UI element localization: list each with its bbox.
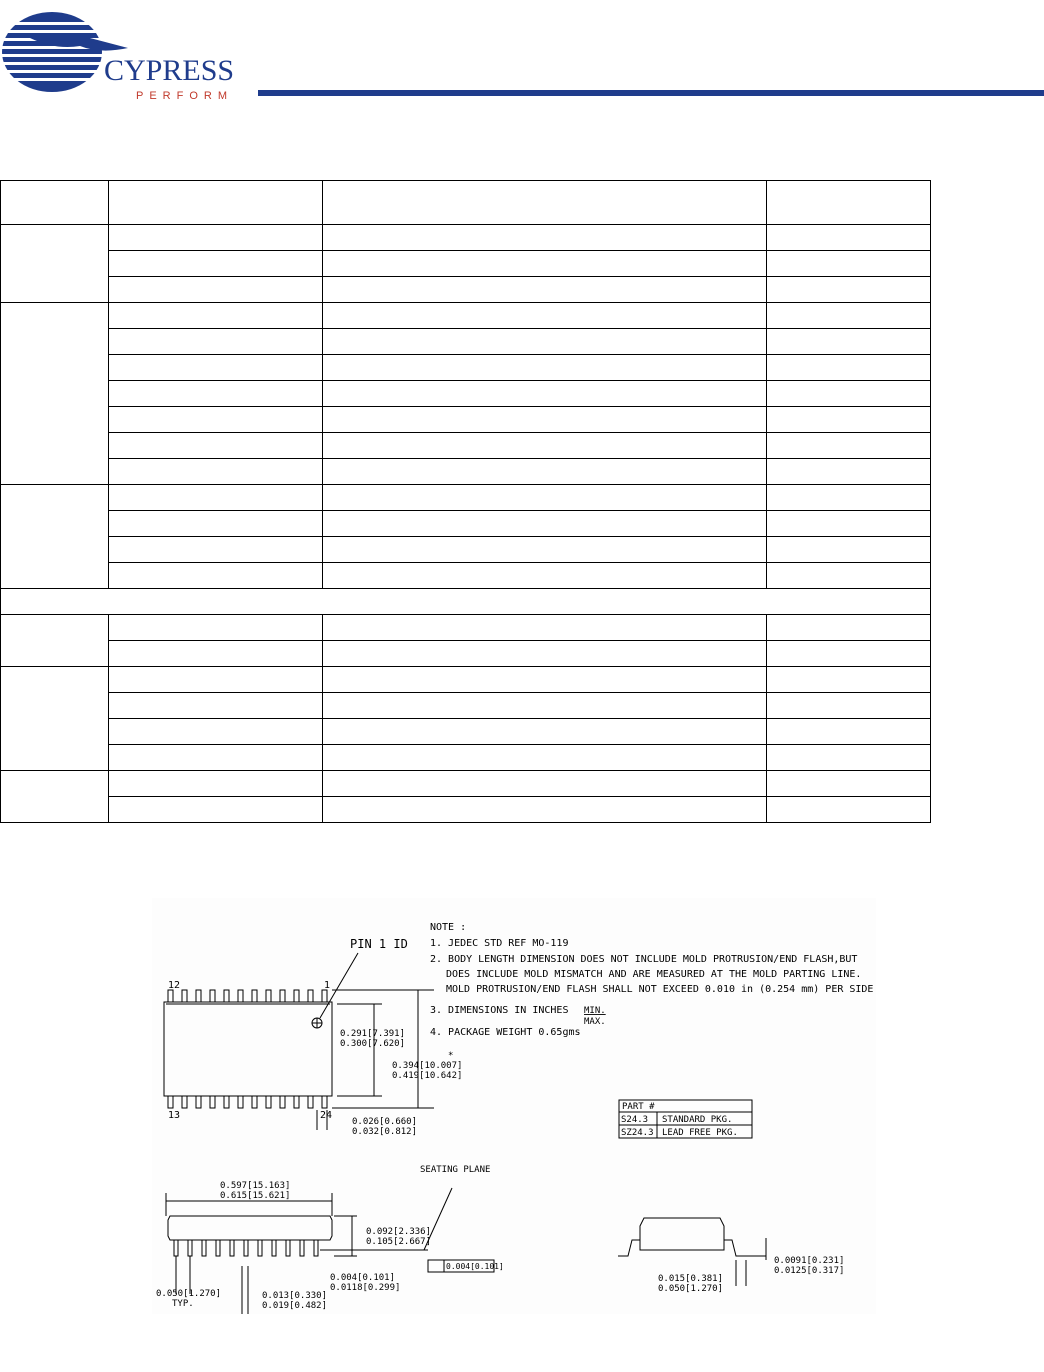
svg-text:0.0091[0.231]: 0.0091[0.231] [774, 1256, 845, 1266]
svg-text:0.419[10.642]: 0.419[10.642] [392, 1071, 463, 1081]
svg-text:0.300[7.620]: 0.300[7.620] [340, 1039, 406, 1049]
svg-text:0.394[10.007]: 0.394[10.007] [392, 1061, 463, 1071]
table-row [1, 693, 931, 719]
table-row [1, 615, 931, 641]
svg-text:3. DIMENSIONS IN INCHES: 3. DIMENSIONS IN INCHES [430, 1005, 569, 1016]
table-row [1, 745, 931, 771]
package-drawing [152, 898, 876, 1314]
svg-text:PART #: PART # [622, 1102, 655, 1112]
table-row [1, 485, 931, 511]
svg-text:0.004[0.101]: 0.004[0.101] [330, 1273, 396, 1283]
svg-text:0.032[0.812]: 0.032[0.812] [352, 1127, 418, 1137]
table-row [1, 719, 931, 745]
svg-text:0.092[2.336]: 0.092[2.336] [366, 1227, 432, 1237]
table-row [1, 407, 931, 433]
svg-text:1: 1 [324, 980, 331, 991]
svg-text:*: * [448, 1051, 454, 1061]
svg-text:2. BODY LENGTH DIMENSION DOES: 2. BODY LENGTH DIMENSION DOES NOT INCLUDE MOLD PROTRUSION/END FLASH,BUT [430, 954, 858, 965]
svg-text:CYPRESS: CYPRESS [104, 54, 235, 87]
table-row [1, 771, 931, 797]
svg-text:24: 24 [320, 1110, 333, 1121]
svg-text:0.0125[0.317]: 0.0125[0.317] [774, 1266, 845, 1276]
svg-text:0.597[15.163]: 0.597[15.163] [220, 1181, 291, 1191]
table-row [1, 511, 931, 537]
svg-text:0.0118[0.299]: 0.0118[0.299] [330, 1283, 401, 1293]
svg-text:0.050[1.270]: 0.050[1.270] [156, 1289, 222, 1299]
svg-text:12: 12 [168, 980, 181, 991]
svg-text:4. PACKAGE WEIGHT 0.65gms: 4. PACKAGE WEIGHT 0.65gms [430, 1027, 581, 1038]
table-row [1, 381, 931, 407]
svg-text:0.026[0.660]: 0.026[0.660] [352, 1117, 418, 1127]
table-row [1, 563, 931, 589]
svg-text:DOES INCLUDE MOLD MISMATCH AND: DOES INCLUDE MOLD MISMATCH AND ARE MEASURED AT THE MOLD PARTING LINE. [446, 969, 862, 980]
table-row [1, 225, 931, 251]
spec-table [0, 180, 931, 823]
svg-text:PERFORM: PERFORM [136, 90, 233, 102]
table-row [1, 797, 931, 823]
table-row [1, 355, 931, 381]
svg-text:LEAD FREE PKG.: LEAD FREE PKG. [662, 1128, 738, 1138]
svg-text:TYP.: TYP. [172, 1299, 194, 1309]
svg-text:MIN.: MIN. [584, 1006, 606, 1016]
svg-text:0.291[7.391]: 0.291[7.391] [340, 1029, 406, 1039]
svg-text:STANDARD PKG.: STANDARD PKG. [662, 1115, 733, 1125]
svg-text:S24.3: S24.3 [621, 1115, 649, 1125]
svg-text:13: 13 [168, 1110, 181, 1121]
table-row [1, 277, 931, 303]
table-row [1, 641, 931, 667]
table-header-row [1, 181, 931, 225]
svg-text:MOLD PROTRUSION/END FLASH SHAL: MOLD PROTRUSION/END FLASH SHALL NOT EXCEED 0.010 in (0.254 mm) PER SIDE [446, 984, 874, 995]
table-row [1, 667, 931, 693]
svg-text:MAX.: MAX. [584, 1017, 606, 1027]
svg-text:0.615[15.621]: 0.615[15.621] [220, 1191, 291, 1201]
svg-text:0.004[0.101]: 0.004[0.101] [446, 1262, 504, 1271]
svg-text:0.013[0.330]: 0.013[0.330] [262, 1291, 328, 1301]
svg-text:SEATING PLANE: SEATING PLANE [420, 1165, 491, 1175]
table-row [1, 537, 931, 563]
svg-text:0.050[1.270]: 0.050[1.270] [658, 1284, 724, 1294]
header-rule [258, 90, 1044, 96]
table-row [1, 433, 931, 459]
svg-text:1. JEDEC STD REF MO-119: 1. JEDEC STD REF MO-119 [430, 938, 569, 949]
table-row [1, 251, 931, 277]
svg-text:0.015[0.381]: 0.015[0.381] [658, 1274, 724, 1284]
svg-text:0.105[2.667]: 0.105[2.667] [366, 1237, 432, 1247]
table-row [1, 329, 931, 355]
table-row [1, 303, 931, 329]
svg-text:SZ24.3: SZ24.3 [621, 1128, 654, 1138]
svg-text:0.019[0.482]: 0.019[0.482] [262, 1301, 328, 1311]
table-row [1, 459, 931, 485]
svg-text:NOTE :: NOTE : [430, 922, 467, 933]
cypress-logo [0, 8, 240, 108]
svg-text:PIN 1 ID: PIN 1 ID [350, 937, 408, 951]
table-span-row [1, 589, 931, 615]
